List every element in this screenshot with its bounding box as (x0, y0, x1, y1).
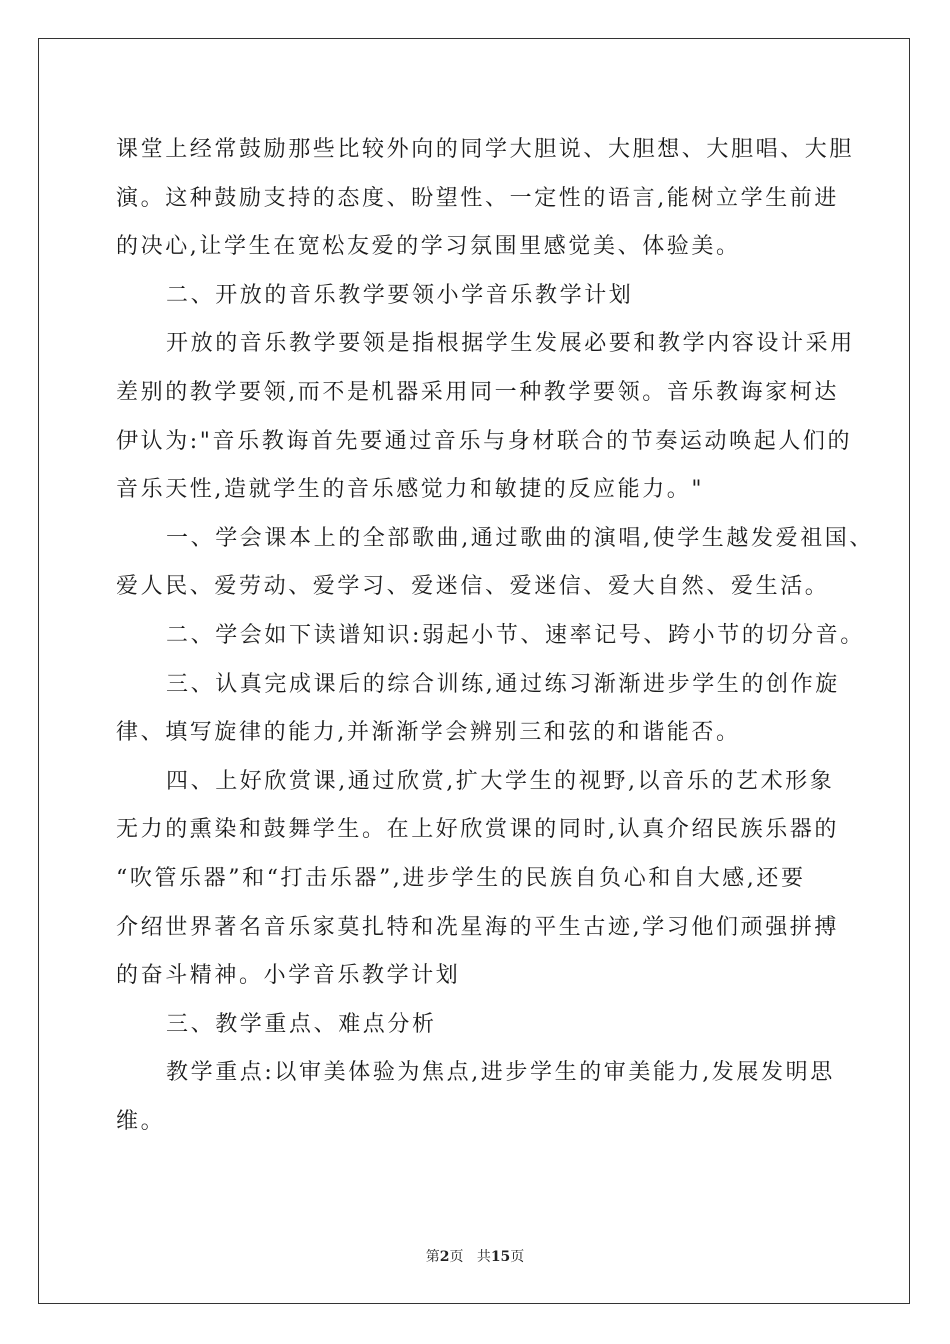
footer-page-suffix: 页 (449, 1249, 464, 1265)
text-line: 二、开放的音乐教学要领小学音乐教学计划 (166, 282, 634, 308)
text-line: 二、学会如下读谱知识:弱起小节、速率记号、跨小节的切分音。 (166, 622, 865, 648)
text-line: 律、填写旋律的能力,并渐渐学会辨别三和弦的和谐能否。 (116, 720, 741, 746)
text-line: 音乐天性,造就学生的音乐感觉力和敏捷的反应能力。" (116, 477, 705, 503)
text-line: 差别的教学要领,而不是机器采用同一种教学要领。音乐教诲家柯达 (116, 379, 839, 405)
text-line: 的奋斗精神。小学音乐教学计划 (116, 963, 461, 989)
text-line: 爱人民、爱劳动、爱学习、爱迷信、爱迷信、爱大自然、爱生活。 (116, 574, 830, 600)
text-line: 一、学会课本上的全部歌曲,通过歌曲的演唱,使学生越发爱祖国、 (166, 525, 874, 551)
text-line: 介绍世界著名音乐家莫扎特和冼星海的平生古迹,学习他们顽强拼搏 (116, 914, 839, 940)
current-page-number: 2 (439, 1249, 450, 1265)
text-line: 的决心,让学生在宽松友爱的学习氛围里感觉美、体验美。 (116, 234, 741, 260)
text-line: 伊认为:"音乐教诲首先要通过音乐与身材联合的节奏运动唤起人们的 (116, 428, 853, 454)
text-line: 开放的音乐教学要领是指根据学生发展必要和教学内容设计采用 (166, 331, 855, 357)
document-body (116, 126, 874, 1146)
text-line: 维。 (116, 1108, 166, 1134)
total-page-count: 15 (490, 1249, 511, 1265)
footer-total-prefix: 共 (476, 1249, 491, 1265)
text-line: 课堂上经常鼓励那些比较外向的同学大胆说、大胆想、大胆唱、大胆 (116, 137, 855, 162)
footer-prefix: 第 (425, 1249, 440, 1265)
text-line: 教学重点:以审美体验为焦点,进步学生的审美能力,发展发明思 (166, 1060, 835, 1086)
text-line: 三、教学重点、难点分析 (166, 1011, 437, 1037)
footer-total-suffix: 页 (510, 1249, 525, 1265)
text-line: 三、认真完成课后的综合训练,通过练习渐渐进步学生的创作旋 (166, 671, 840, 697)
page-footer (0, 1246, 950, 1266)
text-line: 演。这种鼓励支持的态度、盼望性、一定性的语言,能树立学生前进 (116, 185, 839, 211)
text-line: 四、上好欣赏课,通过欣赏,扩大学生的视野,以音乐的艺术形象 (166, 768, 835, 794)
text-line: “吹管乐器”和“打击乐器”,进步学生的民族自负心和自大感,还要 (116, 865, 806, 891)
text-line: 无力的熏染和鼓舞学生。在上好欣赏课的同时,认真介绍民族乐器的 (116, 817, 839, 843)
